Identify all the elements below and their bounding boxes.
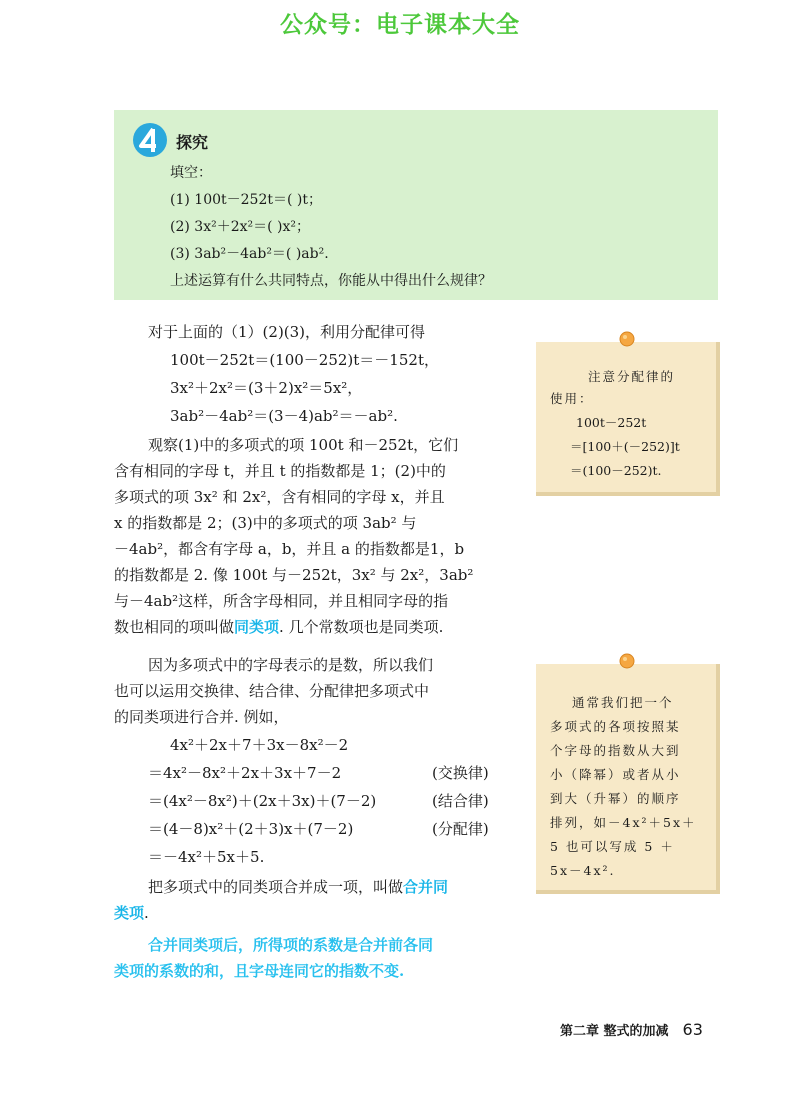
body-paragraph-3-line: 的同类项进行合并. 例如， [114,708,289,726]
note-line: 排列，如－4x²＋5x＋ [550,815,697,830]
example-law-2: (结合律) [432,792,489,810]
equation-2: 3x²＋2x²＝(3＋2)x²＝5x²， [170,379,363,397]
body-paragraph-3-line: 因为多项式中的字母表示的是数，所以我们 [148,656,434,674]
explore-number-icon [132,122,168,158]
explore-item-2: (2) 3x²＋2x²＝( )x²； [170,219,310,235]
text-span: 数也相同的项叫做 [114,618,235,636]
note-line: 5x－4x². [550,863,616,878]
page-footer [560,1020,703,1039]
body-paragraph-2-line: 的指数都是 2. 像 100t 与－252t，3x² 与 2x²，3ab² [114,566,474,584]
term-like-terms: 同类项 [234,618,280,636]
background-watermark [373,718,436,826]
body-paragraph-2-line: 与－4ab²这样，所含字母相同，并且相同字母的指 [114,592,449,610]
explore-item-3: (3) 3ab²－4ab²＝( )ab². [170,246,329,262]
note-line: 5 也可以写成 5 ＋ [550,839,675,854]
explore-item-1: (1) 100t－252t＝( )t； [170,192,322,208]
rule-line: 合并同类项后，所得项的系数是合并前各同 [148,936,434,954]
equation-3: 3ab²－4ab²＝(3－4)ab²＝－ab². [170,407,398,425]
term-combine-like-terms: 类项 [114,904,145,922]
page-number: 63 [682,1020,703,1039]
explore-box [114,110,718,300]
example-law-1: (交换律) [432,764,489,782]
note-line: 通常我们把一个 [572,695,674,710]
text-span: 把多项式中的同类项合并成一项，叫做 [148,878,404,896]
note-line: ＝[100＋(－252)]t [570,439,680,454]
body-paragraph-2-line: 多项式的项 3x² 和 2x²，含有相同的字母 x，并且 [114,488,445,506]
body-paragraph-4-line [114,903,149,923]
equation-1: 100t－252t＝(100－252)t＝－152t， [170,351,439,369]
body-paragraph-2-line: 含有相同的字母 t，并且 t 的指数都是 1；(2)中的 [114,462,446,480]
side-note-distributive [536,342,720,496]
watermark-banner: 公众号：电子课本大全 [280,12,520,38]
example-final: ＝－4x²＋5x＋5. [148,848,265,866]
side-note-ordering [536,664,720,894]
note-line: 100t－252t [576,415,647,430]
body-paragraph-3-line: 也可以运用交换律、结合律、分配律把多项式中 [114,682,430,700]
body-paragraph-2-line: －4ab²，都含有字母 a，b，并且 a 的指数都是1，b [114,540,465,558]
note-line: 到大（升幂）的顺序 [550,791,681,806]
body-paragraph-2-line: x 的指数都是 2；(3)中的多项式的项 3ab² 与 [114,514,417,532]
explore-title: 探究 [176,133,209,152]
text-span: . 几个常数项也是同类项. [279,618,444,636]
rule-line: 类项的系数的和，且字母连同它的指数不变. [114,962,405,980]
pin-icon [618,652,636,670]
body-paragraph-1: 对于上面的（1）(2)(3)，利用分配律可得 [148,323,426,341]
body-paragraph-4-line [148,877,448,897]
note-line: 使用： [550,391,594,406]
body-paragraph-2-line: 观察(1)中的多项式的项 100t 和－252t，它们 [148,436,459,454]
term-combine-like-terms: 合并同 [403,878,449,896]
note-line: 多项式的各项按照某 [550,719,681,734]
text-span: . [144,904,149,922]
example-step-2: ＝(4x²－8x²)＋(2x＋3x)＋(7－2) [148,792,377,810]
explore-question: 上述运算有什么共同特点，你能从中得出什么规律？ [170,273,492,289]
note-line: 注意分配律的 [588,369,676,384]
explore-intro: 填空： [170,165,212,181]
body-paragraph-2-last [114,617,443,637]
pin-icon [618,330,636,348]
example-expression: 4x²＋2x＋7＋3x－8x²－2 [170,736,349,754]
note-line: 个字母的指数从大到 [550,743,681,758]
note-line: 小（降幂）或者从小 [550,767,681,782]
example-law-3: (分配律) [432,820,489,838]
example-step-3: ＝(4－8)x²＋(2＋3)x＋(7－2) [148,820,354,838]
chapter-title: 第二章 整式的加减 [560,1024,669,1039]
note-line: ＝(100－252)t. [570,463,662,478]
example-step-1: ＝4x²－8x²＋2x＋3x＋7－2 [148,764,342,782]
